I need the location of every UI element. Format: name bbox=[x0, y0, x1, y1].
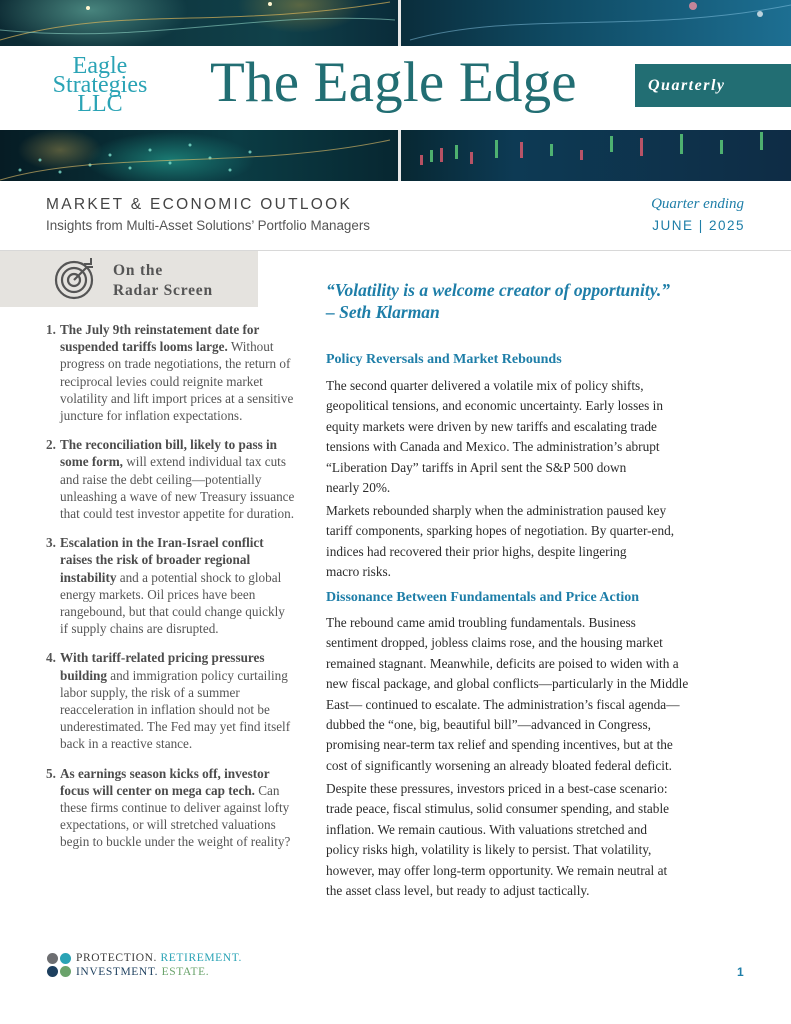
banner-art bbox=[0, 0, 791, 46]
footer-tagline-line2: INVESTMENT. ESTATE. bbox=[76, 966, 210, 978]
radar-list bbox=[46, 321, 296, 863]
section-heading: Policy Reversals and Market Rebounds bbox=[326, 352, 562, 367]
list-item: 4. With tariff-related pricing pressures building and immigration policy curtailing labor supply, the risk of a summer reacceleration in inflation should not be underestimated. The Fed may yet find itself back in a reactive stance. bbox=[46, 650, 291, 752]
list-item: 3. Escalation in the Iran-Israel conflict raises the risk of broader regional instability and a potential shock to global energy markets. Oil prices have been rangebound, but that could change quickly if supply chains are disrupted. bbox=[46, 535, 285, 637]
quarterly-badge: Quarterly bbox=[635, 64, 791, 107]
quarter-date: JUNE | 2025 bbox=[652, 218, 745, 233]
paragraph: Despite these pressures, investors priced in a best-case scenario: trade peace, fiscal stimulus, solid consumer spending, and stable inflation. We remain cautious. With valuations stretched and policy risks high, volatility is likely to persist. That volatility, however, may offer long-term opportunity. We remain neutral at the asset class level, but ready to adjust tactically. bbox=[326, 781, 670, 899]
header-banner-image-lower bbox=[0, 130, 791, 181]
paragraph: Markets rebounded sharply when the administration paused key tariff components, sparking hopes of negotiation. By quarter-end, indices had recovered their prior highs, despite lingering macro risks. bbox=[326, 503, 675, 580]
page-number: 1 bbox=[737, 965, 744, 979]
list-item: 2. The reconciliation bill, likely to pass in some form, will extend individual tax cuts and raise the debt ceiling—potentially unleashing a wave of new Treasury issuance that could test investor appetite for duration. bbox=[46, 437, 295, 522]
footer-logo-dots bbox=[47, 953, 73, 979]
quarter-label: Quarter ending bbox=[651, 196, 744, 212]
banner-art-lower bbox=[0, 130, 791, 181]
list-item: 1. The July 9th reinstatement date for suspended tariffs looms large. Without progress on trade negotiations, the return of reciprocal levies could reignite market volatility and lift import prices at a sensitive juncture for inflation expectations. bbox=[46, 322, 294, 424]
section-heading: Dissonance Between Fundamentals and Price Action bbox=[326, 590, 640, 605]
footer-tagline-line1: PROTECTION. RETIREMENT. bbox=[76, 952, 242, 964]
company-logo: Eagle Strategies LLC bbox=[52, 53, 148, 117]
pull-quote: “Volatility is a welcome creator of opportunity.” – Seth Klarman bbox=[326, 280, 670, 322]
masthead-title: The Eagle Edge bbox=[210, 51, 577, 114]
outlook-subtitle: Insights from Multi-Asset Solutions’ Portfolio Managers bbox=[46, 218, 370, 233]
outlook-title: MARKET & ECONOMIC OUTLOOK bbox=[46, 196, 353, 213]
list-item: 5. As earnings season kicks off, investor focus will center on mega cap tech. Can these firms continue to deliver against lofty expectations, or will stretched valuations begin to buckle under the weight of reality? bbox=[46, 765, 291, 850]
paragraph: The second quarter delivered a volatile mix of policy shifts, geopolitical tensions, and economic uncertainty. Early losses in equity markets were driven by new tariffs and escalating trade tensions with Canada and Mexico. The administration’s abrupt “Liberation Day” tariffs in April sent the S&P 500 down nearly 20%. bbox=[326, 378, 664, 496]
header-banner-image bbox=[0, 0, 791, 46]
radar-target-icon bbox=[53, 255, 99, 301]
radar-title: On the Radar Screen bbox=[113, 262, 213, 299]
paragraph: The rebound came amid troubling fundamentals. Business sentiment dropped, jobless claims rose, and the housing market remained stagnant. Meanwhile, deficits are poised to widen with a new fiscal package, and global conflicts—particularly in the Middle East— continued to escalate. The administration’s fiscal agenda— dubbed the “one, big, beautiful bill”—advanced in Congress, promising near-term tax relief and spending incentives, but at the cost of significantly worsening an already bloated federal deficit. bbox=[326, 615, 689, 773]
